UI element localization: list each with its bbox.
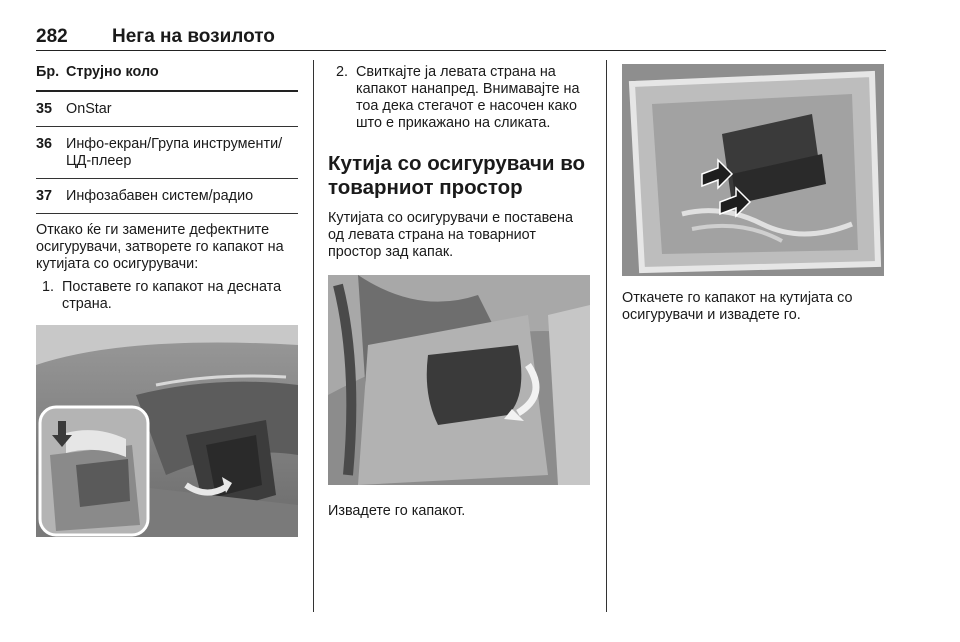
- step-2: [328, 64, 590, 132]
- table-header: [36, 64, 298, 92]
- running-title: Нега на возилото: [112, 26, 275, 47]
- figure-caption: Откачете го капакот на кутијата со осигурувачи и извадете го.: [622, 290, 853, 323]
- fuse-number: 36: [36, 136, 53, 152]
- table-row: [36, 92, 298, 127]
- column-divider: [313, 60, 314, 612]
- figure-caption: Извадете го капакот.: [328, 503, 466, 519]
- table-header-circuit: Струјно коло: [66, 64, 159, 80]
- fuse-number: 35: [36, 101, 53, 117]
- table-header-no: Бр.: [36, 64, 60, 80]
- page-number: 282: [36, 26, 68, 47]
- table-row: [36, 127, 298, 179]
- step-1: [36, 279, 298, 313]
- fusebox-cover-removal-figure: [622, 64, 884, 276]
- step-text: Поставете го капакот на десната страна.: [62, 279, 282, 312]
- step-text: Свиткајте ја левата страна на капакот нанапред. Внимавајте на тоа дека стегачот е насочен како што е прикажано на сликата.: [356, 64, 580, 131]
- fuse-circuit: Инфозабавен систем/радио: [66, 188, 254, 204]
- cargo-cover-figure: [328, 275, 590, 485]
- fuse-number: 37: [36, 188, 53, 204]
- section-paragraph: Кутијата со осигурувачи е поставена од левата страна на товарниот простор зад капак.: [328, 210, 574, 260]
- column-3: [622, 64, 884, 324]
- table-row: [36, 179, 298, 214]
- section-heading: Кутија со осигурувачи во товарниот простор: [328, 152, 586, 199]
- column-1: [36, 64, 298, 537]
- fuse-circuit: Инфо-екран/Група инструменти/ЦД-плеер: [66, 136, 283, 169]
- step-number: 2.: [336, 64, 349, 80]
- intro-paragraph: Откако ќе ги замените дефектните осигурувачи, затворете го капакот на кутијата со осигурувачи:: [36, 222, 284, 272]
- column-divider: [606, 60, 607, 612]
- fuse-circuit: OnStar: [66, 101, 112, 117]
- dashboard-fusebox-figure: [36, 325, 298, 537]
- step-number: 1.: [42, 279, 55, 295]
- page-header: [36, 26, 886, 51]
- column-2: [328, 64, 590, 520]
